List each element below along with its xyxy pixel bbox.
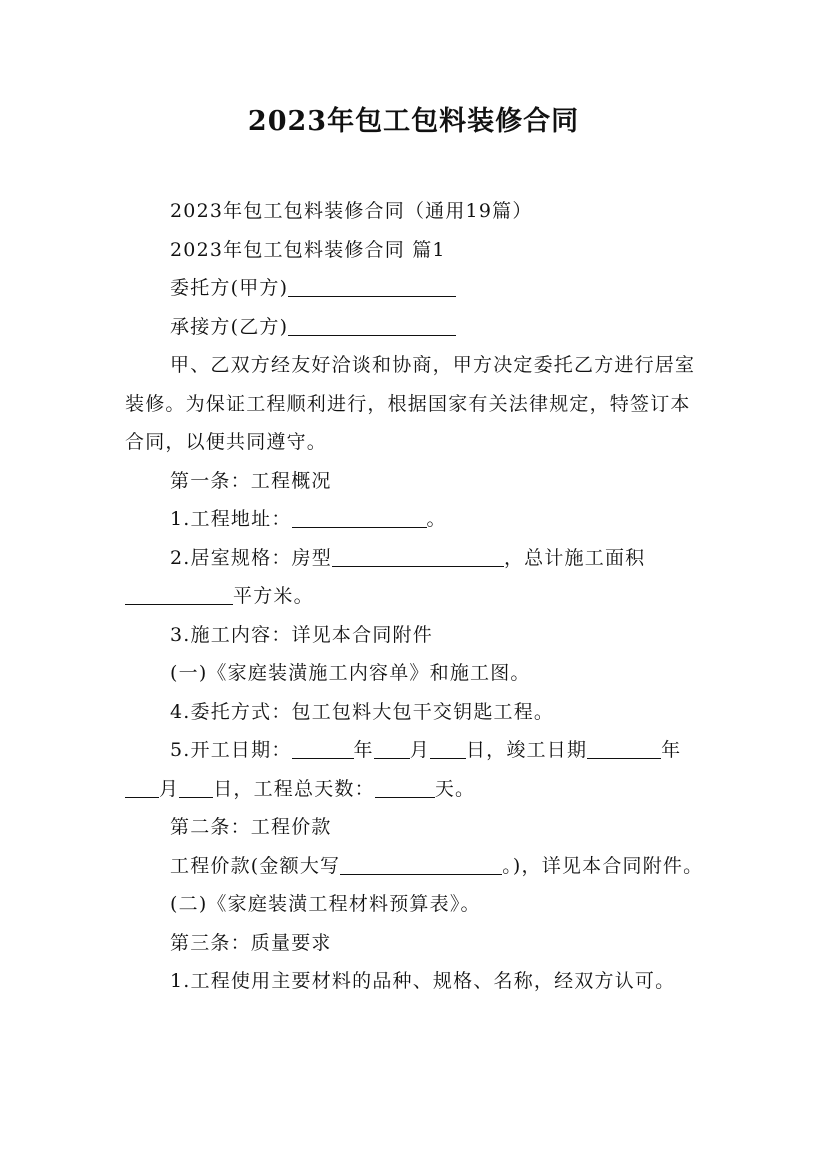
party-b-label: 承接方(乙方) — [170, 315, 289, 338]
paragraph-method: 4.委托方式：包工包料大包干交钥匙工程。 — [170, 700, 555, 723]
end-day-label: 日，工程总天数： — [213, 777, 375, 800]
start-year-blank — [292, 736, 354, 759]
paragraph-article-2: 第二条：工程价款 — [170, 816, 332, 838]
paragraph-room-spec — [125, 539, 705, 616]
start-day-blank — [430, 736, 466, 759]
address-blank — [292, 505, 427, 528]
paragraph-dates — [125, 731, 705, 808]
document-body — [125, 192, 705, 1001]
end-year-label: 年 — [661, 739, 682, 761]
paragraph-attachment-1: (一)《家庭装潢施工内容单》和施工图。 — [170, 662, 531, 684]
start-month-label: 月 — [409, 739, 430, 761]
paragraph-party-a — [125, 269, 705, 308]
paragraph-attachment-2: (二)《家庭装潢工程材料预算表》。 — [170, 893, 481, 915]
party-b-blank — [288, 313, 456, 336]
start-year-label: 年 — [353, 739, 374, 761]
document-title: 2023年包工包料装修合同 — [247, 106, 580, 137]
paragraph-section-heading: 2023年包工包料装修合同 篇1 — [170, 238, 446, 261]
start-month-blank — [374, 736, 410, 759]
price-blank — [340, 852, 502, 875]
room-spec-end: 平方米。 — [233, 585, 314, 607]
end-day-blank — [179, 775, 213, 798]
party-a-label: 委托方(甲方) — [170, 277, 289, 299]
area-blank — [125, 582, 233, 605]
party-a-blank — [288, 274, 456, 297]
paragraph-materials: 1.工程使用主要材料的品种、规格、名称，经双方认可。 — [170, 970, 676, 992]
room-spec-mid: ，总计施工面积 — [503, 546, 646, 569]
paragraph-content: 3.施工内容：详见本合同附件 — [170, 623, 433, 646]
paragraph-subtitle: 2023年包工包料装修合同（通用19篇） — [170, 200, 533, 222]
room-spec-label: 2.居室规格：房型 — [170, 546, 332, 569]
price-end: 。)，详见本合同附件。 — [502, 854, 704, 877]
paragraph-address — [125, 500, 705, 539]
address-end: 。 — [426, 508, 447, 530]
dates-label: 5.开工日期： — [170, 739, 292, 761]
room-type-blank — [332, 544, 504, 567]
end-month-blank — [125, 775, 159, 798]
total-days-blank — [375, 775, 435, 798]
end-month-label: 月 — [159, 777, 180, 800]
address-label: 1.工程地址： — [170, 508, 292, 530]
total-days-label: 天。 — [434, 777, 476, 800]
price-label: 工程价款(金额大写 — [170, 854, 341, 877]
paragraph-intro: 甲、乙双方经友好洽谈和协商，甲方决定委托乙方进行居室装修。为保证工程顺利进行，根据国家有关法律规定，特签订本合同，以便共同遵守。 — [125, 354, 696, 453]
paragraph-article-1: 第一条：工程概况 — [170, 469, 332, 492]
end-year-blank — [587, 736, 661, 759]
paragraph-party-b — [125, 308, 705, 347]
paragraph-article-3: 第三条：质量要求 — [170, 931, 332, 954]
paragraph-price — [125, 847, 705, 886]
start-day-label: 日，竣工日期 — [465, 739, 588, 761]
